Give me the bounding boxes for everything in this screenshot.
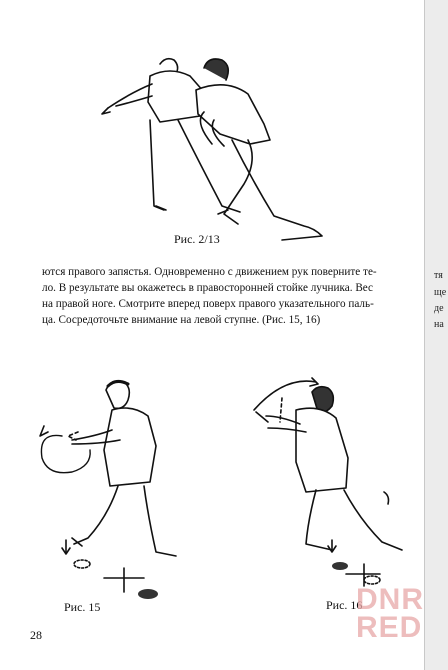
body-line: ца. Сосредоточьте внимание на левой ступне. (Рис. 15, 16) xyxy=(42,314,321,326)
page-number: 28 xyxy=(30,628,42,642)
watermark-line: DNR xyxy=(356,583,424,616)
body-line: ются правого запястья. Одновременно с движением рук поверните те- xyxy=(42,266,377,278)
figure-caption-2-13: Рис. 2/13 xyxy=(174,232,220,246)
figure-caption-16: Рис. 16 xyxy=(326,598,363,612)
adjacent-page-fragment: на xyxy=(434,319,444,330)
adjacent-page-fragment: тя xyxy=(434,270,443,281)
adjacent-page-fragment: де xyxy=(434,303,444,314)
body-line: на правой ноге. Смотрите вперед поверх правого указательного паль- xyxy=(42,298,374,310)
figure-caption-15: Рис. 15 xyxy=(64,600,101,614)
figure-15-drawing xyxy=(40,381,176,599)
watermark xyxy=(356,583,438,644)
adjacent-page-fragment: ще xyxy=(434,287,447,298)
watermark-line: RED xyxy=(356,611,423,644)
body-line: ло. В результате вы окажетесь в правосторонней стойке лучника. Вес xyxy=(42,282,373,294)
figure-2-13-drawing xyxy=(102,59,322,240)
adjacent-page-edge xyxy=(424,0,448,670)
body-paragraph xyxy=(42,264,420,328)
figure-16-drawing xyxy=(254,378,402,586)
